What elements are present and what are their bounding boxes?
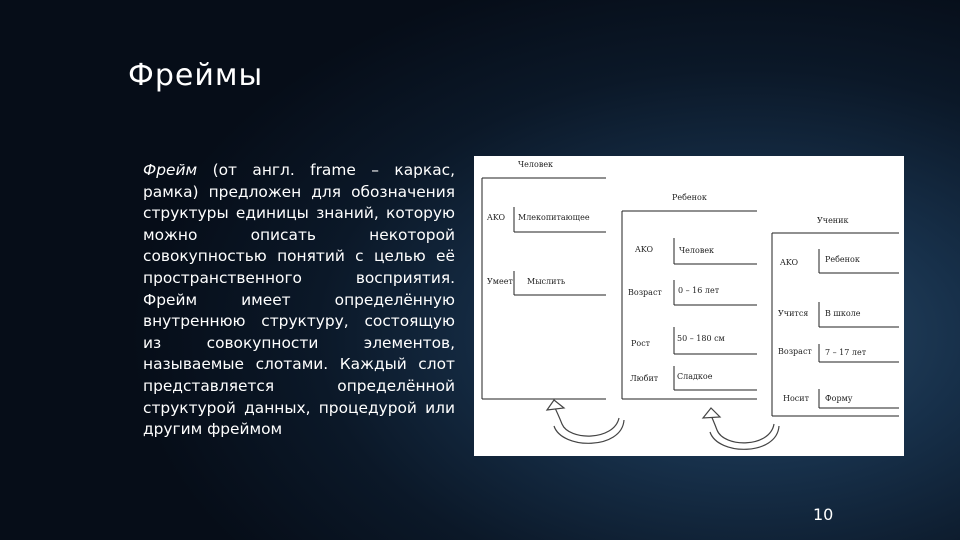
slot-label: AKO <box>487 213 506 222</box>
slot-label: Умеет <box>487 277 513 286</box>
slot-value: Млекопитающее <box>518 213 590 222</box>
slot-label: AKO <box>780 258 799 267</box>
slot-label: AKO <box>635 245 654 254</box>
slot-value: Человек <box>679 246 715 255</box>
definition-text <box>143 160 455 441</box>
slot-label: Учится <box>778 309 809 318</box>
frame-uchenik <box>772 216 899 416</box>
slot-label: Любит <box>630 374 659 383</box>
slot-value: Сладкое <box>677 372 713 381</box>
frame-chelovek <box>482 160 606 399</box>
page-number: 10 <box>813 505 834 524</box>
frame-rebenok <box>622 193 757 399</box>
slot-label: Возраст <box>628 288 662 297</box>
frame-chelovek-name: Человек <box>518 160 554 169</box>
frame-rebenok-name: Ребенок <box>672 193 707 202</box>
slide-title: Фреймы <box>128 58 264 93</box>
frames-diagram-svg <box>474 156 904 456</box>
slot-value: Мыслить <box>527 277 566 286</box>
inheritance-arrow-1 <box>547 400 624 443</box>
frames-diagram <box>474 156 904 456</box>
slot-value: 50 – 180 см <box>677 334 725 343</box>
slot-label: Носит <box>783 394 810 403</box>
slot-value: 7 – 17 лет <box>825 348 867 357</box>
definition-term: Фрейм <box>143 161 198 179</box>
slot-label: Рост <box>631 339 651 348</box>
slot-value: В школе <box>825 309 861 318</box>
slot-value: 0 – 16 лет <box>678 286 720 295</box>
slot-value: Форму <box>825 394 853 403</box>
slot-label: Возраст <box>778 347 812 356</box>
frame-uchenik-name: Ученик <box>817 216 849 225</box>
definition-body: (от англ. frame – каркас, рамка) предложен для обозначения структуры единицы знаний, которую можно описать некоторой совокупностью понятий с целью её пространственного восприятия. Фрейм имеет определённую внутреннюю структуру, состоящую из совокупности элементов, называемые слотами. Каждый слот представляется определённой структурой данных, процедурой или другим фреймом <box>143 161 455 439</box>
slot-value: Ребенок <box>825 255 860 264</box>
inheritance-arrow-2 <box>703 408 779 449</box>
